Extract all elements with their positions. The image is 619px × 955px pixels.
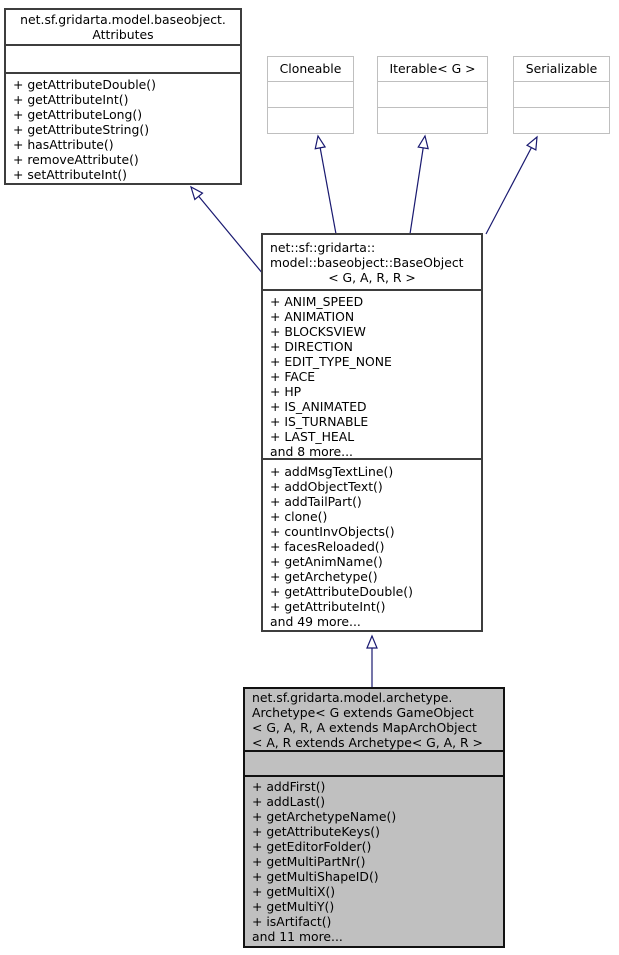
edge-baseobject-to-serializable [486,137,537,234]
field-label: + IS_TURNABLE [270,414,369,429]
field-label: + ANIMATION [270,309,355,324]
class-title-line: Archetype< G extends GameObject [252,705,474,720]
class-node-cloneable [267,56,354,134]
fields-compartment [245,750,503,775]
class-title-line: < G, A, R, R > [328,270,416,285]
method-label: + clone() [270,509,328,524]
field-label: + DIRECTION [270,339,353,354]
method-label: + setAttributeInt() [13,167,128,182]
fields-compartment [514,81,609,107]
method-label: + getMultiY() [252,899,335,914]
class-title-line: net.sf.gridarta.model.archetype. [252,690,453,705]
method-label: + addFirst() [252,779,326,794]
method-label: + isArtifact() [252,914,332,929]
edge-baseobject-to-attributes [191,187,268,280]
method-label: + hasAttribute() [13,137,114,152]
field-label: + EDIT_TYPE_NONE [270,354,392,369]
field-label: and 8 more... [270,444,353,458]
methods-compartment [378,107,487,133]
class-title-compartment [245,689,503,750]
field-label: + IS_ANIMATED [270,399,367,414]
method-label: + getAttributeLong() [13,107,143,122]
method-label: + getAttributeInt() [270,599,386,614]
edge-baseobject-to-cloneable [318,136,336,234]
class-title-compartment: Iterable< G > [389,61,476,76]
method-label: and 49 more... [270,614,361,629]
class-title-compartment: Cloneable [279,61,342,76]
fields-compartment [263,289,481,458]
method-label: + getAttributeKeys() [252,824,380,839]
method-label: + addTailPart() [270,494,362,509]
fields-compartment [378,81,487,107]
class-title-compartment: Serializable [525,61,598,76]
field-label: + ANIM_SPEED [270,294,364,309]
class-title-line: < A, R extends Archetype< G, A, R > [252,735,483,750]
class-node-iterable [377,56,488,134]
field-label: + FACE [270,369,316,384]
methods-compartment [268,107,353,133]
methods-compartment [263,458,481,630]
method-label: + getEditorFolder() [252,839,372,854]
class-title-line: < G, A, R, A extends MapArchObject [252,720,477,735]
method-label: + getMultiX() [252,884,336,899]
method-label: + getAttributeInt() [13,92,129,107]
method-label: + facesReloaded() [270,539,385,554]
method-label: + addObjectText() [270,479,383,494]
class-node-archetype [243,687,505,948]
method-label: + countInvObjects() [270,524,395,539]
method-label: + getMultiPartNr() [252,854,366,869]
method-label: + getMultiShapeID() [252,869,379,884]
class-title-line: Attributes [92,27,154,42]
method-label: + addLast() [252,794,326,809]
class-title-compartment [6,10,240,44]
class-node-serializable [513,56,610,134]
class-title-line: net::sf::gridarta:: [270,240,376,255]
field-label: + LAST_HEAL [270,429,355,444]
method-label: + getAnimName() [270,554,383,569]
class-title-compartment [263,235,481,289]
method-label: + getArchetypeName() [252,809,397,824]
method-label: + getArchetype() [270,569,378,584]
fields-compartment [6,44,240,72]
method-label: + getAttributeString() [13,122,150,137]
class-title-line: net.sf.gridarta.model.baseobject. [20,12,226,27]
class-node-attributes[interactable] [4,8,242,185]
class-node-baseobject[interactable] [261,233,483,632]
methods-compartment [514,107,609,133]
method-label: + getAttributeDouble() [270,584,413,599]
method-label: + removeAttribute() [13,152,139,167]
fields-compartment [268,81,353,107]
field-label: + HP [270,384,302,399]
methods-compartment [245,775,503,946]
class-title-line: model::baseobject::BaseObject [270,255,464,270]
method-label: + addMsgTextLine() [270,464,394,479]
method-label: and 11 more... [252,929,343,944]
field-label: + BLOCKSVIEW [270,324,366,339]
method-label: + getAttributeDouble() [13,77,156,92]
methods-compartment [6,72,240,183]
edge-baseobject-to-iterable [410,136,425,234]
